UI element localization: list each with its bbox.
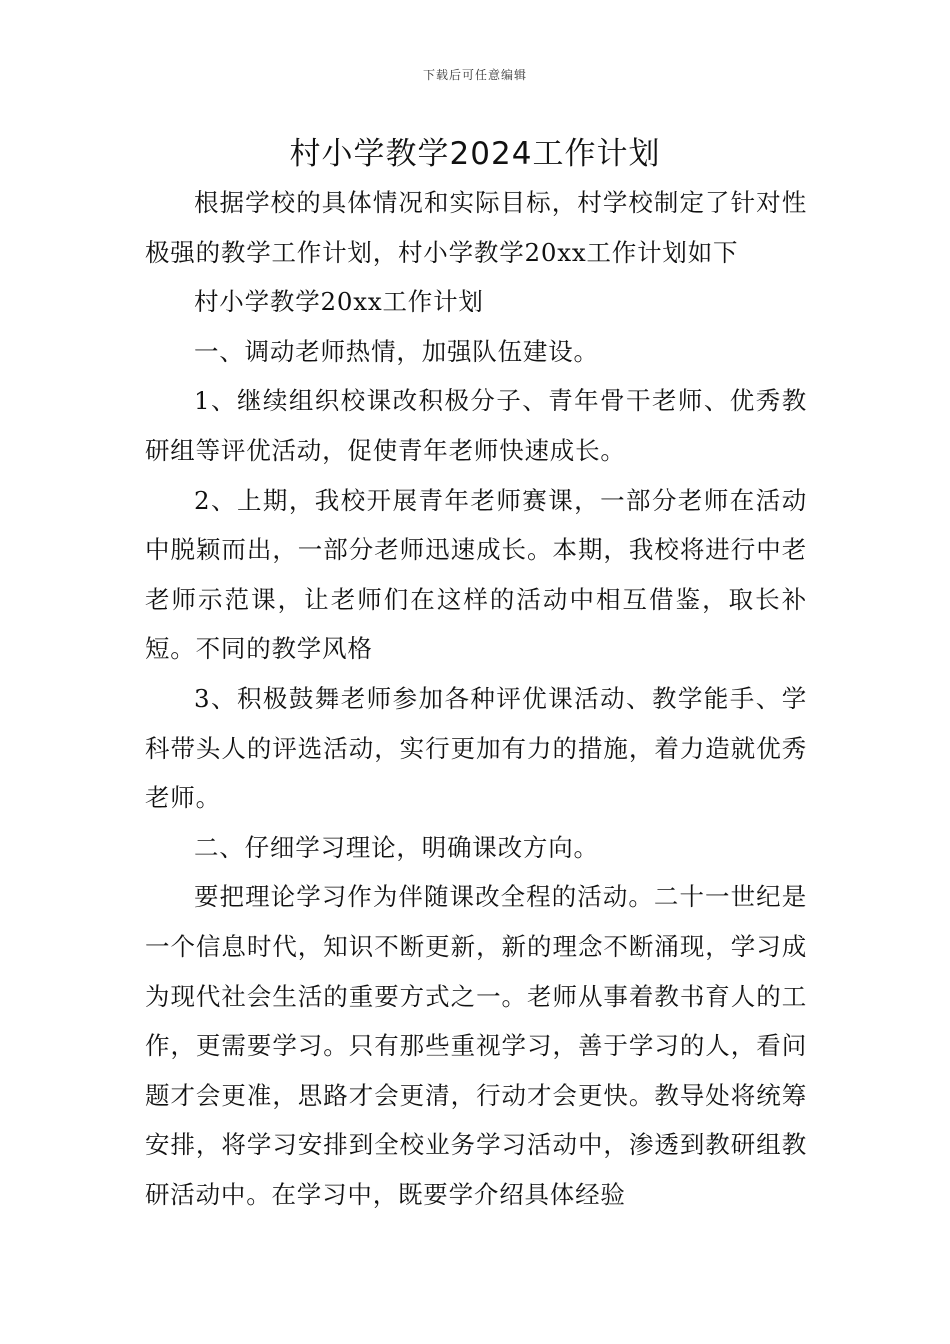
paragraph-item-2: 2、上期，我校开展青年老师赛课，一部分老师在活动中脱颖而出，一部分老师迅速成长。本期，我校将进行中老老师示范课，让老师们在这样的活动中相互借鉴，取长补短。不同的教学风格 [145, 485, 807, 664]
document-title: 村小学教学2024工作计划 [289, 136, 661, 172]
header-note: 下载后可任意编辑 [422, 68, 527, 82]
section-heading-1: 一、调动老师热情，加强队伍建设。 [194, 336, 599, 366]
section-heading-2: 二、仔细学习理论，明确课改方向。 [194, 832, 599, 862]
document-body [145, 178, 807, 1219]
paragraph-subtitle: 村小学教学20xx工作计划 [194, 287, 484, 317]
paragraph-item-3: 3、积极鼓舞老师参加各种评优课活动、教学能手、学科带头人的评选活动，实行更加有力的措施，着力造就优秀老师。 [145, 683, 807, 813]
paragraph-intro: 根据学校的具体情况和实际目标，村学校制定了针对性极强的教学工作计划，村小学教学20xx工作计划如下 [145, 188, 807, 267]
paragraph-item-1: 1、继续组织校课改积极分子、青年骨干老师、优秀教研组等评优活动，促使青年老师快速成长。 [145, 386, 807, 465]
paragraph-theory: 要把理论学习作为伴随课改全程的活动。二十一世纪是一个信息时代，知识不断更新，新的理念不断涌现，学习成为现代社会生活的重要方式之一。老师从事着教书育人的工作，更需要学习。只有那些重视学习，善于学习的人，看问题才会更准，思路才会更清，行动才会更快。教导处将统筹安排，将学习安排到全校业务学习活动中，渗透到教研组教研活动中。在学习中，既要学介绍具体经验 [145, 882, 807, 1209]
